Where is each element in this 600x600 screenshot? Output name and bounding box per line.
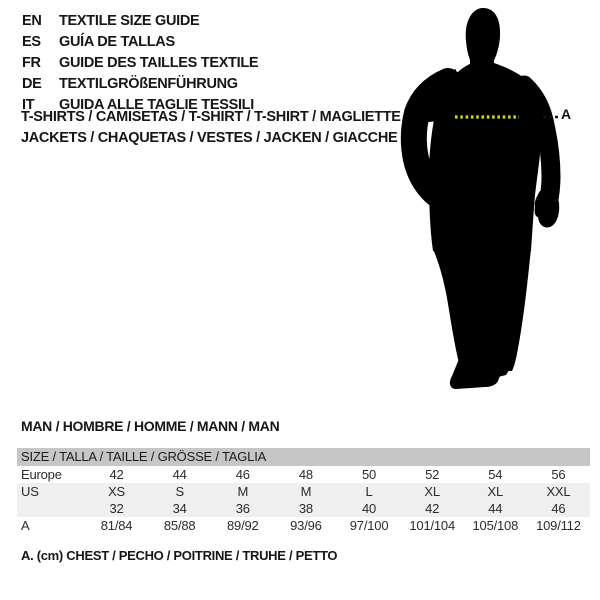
silhouette-back-foot xyxy=(497,357,512,377)
size-cell: 52 xyxy=(425,467,440,482)
size-cell: 34 xyxy=(172,501,187,516)
size-cell: 93/96 xyxy=(290,518,322,533)
size-row-europe xyxy=(17,466,590,483)
size-cell: XL xyxy=(487,484,504,499)
size-cell: 46 xyxy=(551,501,566,516)
size-cell: L xyxy=(365,484,373,499)
product-types-line-tshirts: T-SHIRTS / CAMISETAS / T-SHIRT / T-SHIRT / MAGLIETTE xyxy=(21,109,401,125)
size-cell: XXL xyxy=(546,484,571,499)
size-cell: 50 xyxy=(362,467,377,482)
size-table-header: SIZE / TALLA / TAILLE / GRÖSSE / TAGLIA xyxy=(17,448,590,466)
size-cell: 109/112 xyxy=(536,518,581,533)
size-row-label xyxy=(17,500,85,517)
lang-code: DE xyxy=(22,76,42,92)
size-cell: M xyxy=(300,484,312,499)
size-cell: 97/100 xyxy=(349,518,389,533)
size-cell: 48 xyxy=(298,467,313,482)
size-cell: 89/92 xyxy=(227,518,259,533)
silhouette-right-hand xyxy=(535,190,560,228)
section-title: MAN / HOMBRE / HOMME / MANN / MAN xyxy=(21,418,280,434)
lang-label: GUÍA DE TALLAS xyxy=(59,34,175,50)
silhouette-front-foot xyxy=(450,359,501,389)
lang-code: FR xyxy=(22,55,41,71)
size-cell: 36 xyxy=(235,501,250,516)
product-types xyxy=(21,107,401,149)
size-cell: XS xyxy=(108,484,126,499)
silhouette-legs xyxy=(433,249,531,371)
size-cell: 44 xyxy=(488,501,503,516)
size-cell: 46 xyxy=(235,467,250,482)
language-row xyxy=(22,32,258,53)
size-cell: XL xyxy=(424,484,440,499)
lang-label: GUIDE DES TAILLES TEXTILE xyxy=(59,55,259,71)
size-row-us xyxy=(17,483,590,500)
language-row xyxy=(22,11,258,32)
silhouette-body xyxy=(414,8,559,389)
size-cell: M xyxy=(237,484,249,499)
language-list xyxy=(22,11,258,116)
size-cell: 56 xyxy=(551,467,566,482)
size-cell: 85/88 xyxy=(163,518,196,533)
size-row-label: US xyxy=(21,484,39,499)
size-cell: 40 xyxy=(362,501,377,516)
size-table xyxy=(17,448,590,534)
silhouette-left-hand xyxy=(431,187,459,211)
lang-code: EN xyxy=(22,13,42,29)
footnote: A. (cm) CHEST / PECHO / POITRINE / TRUHE / PETTO xyxy=(21,548,338,563)
language-row xyxy=(22,74,258,95)
size-cell: 81/84 xyxy=(100,518,133,533)
size-row-label: Europe xyxy=(21,467,62,482)
lang-label: TEXTILGRÖßENFÜHRUNG xyxy=(59,76,238,92)
size-cell: 105/108 xyxy=(472,518,519,533)
size-cell: 101/104 xyxy=(409,518,455,533)
size-cell: S xyxy=(175,484,184,499)
lang-code: IT xyxy=(22,97,35,113)
size-row-chest-a xyxy=(17,517,590,534)
size-row-numeric xyxy=(17,500,590,517)
size-cell: 42 xyxy=(425,501,440,516)
size-cell: 44 xyxy=(172,467,187,482)
man-silhouette xyxy=(398,5,573,397)
product-types-line-jackets: JACKETS / CHAQUETAS / VESTES / JACKEN / GIACCHE xyxy=(21,130,398,146)
size-cell: 54 xyxy=(488,467,503,482)
lang-code: ES xyxy=(22,34,41,50)
measurement-label-a: A xyxy=(561,106,572,122)
size-cell: 42 xyxy=(109,467,124,482)
language-row xyxy=(22,53,258,74)
size-row-label: A xyxy=(21,518,30,533)
lang-label: GUIDA ALLE TAGLIE TESSILI xyxy=(59,97,254,113)
size-cell: 32 xyxy=(109,501,124,516)
lang-label: TEXTILE SIZE GUIDE xyxy=(59,13,200,29)
size-cell: 38 xyxy=(298,501,313,516)
